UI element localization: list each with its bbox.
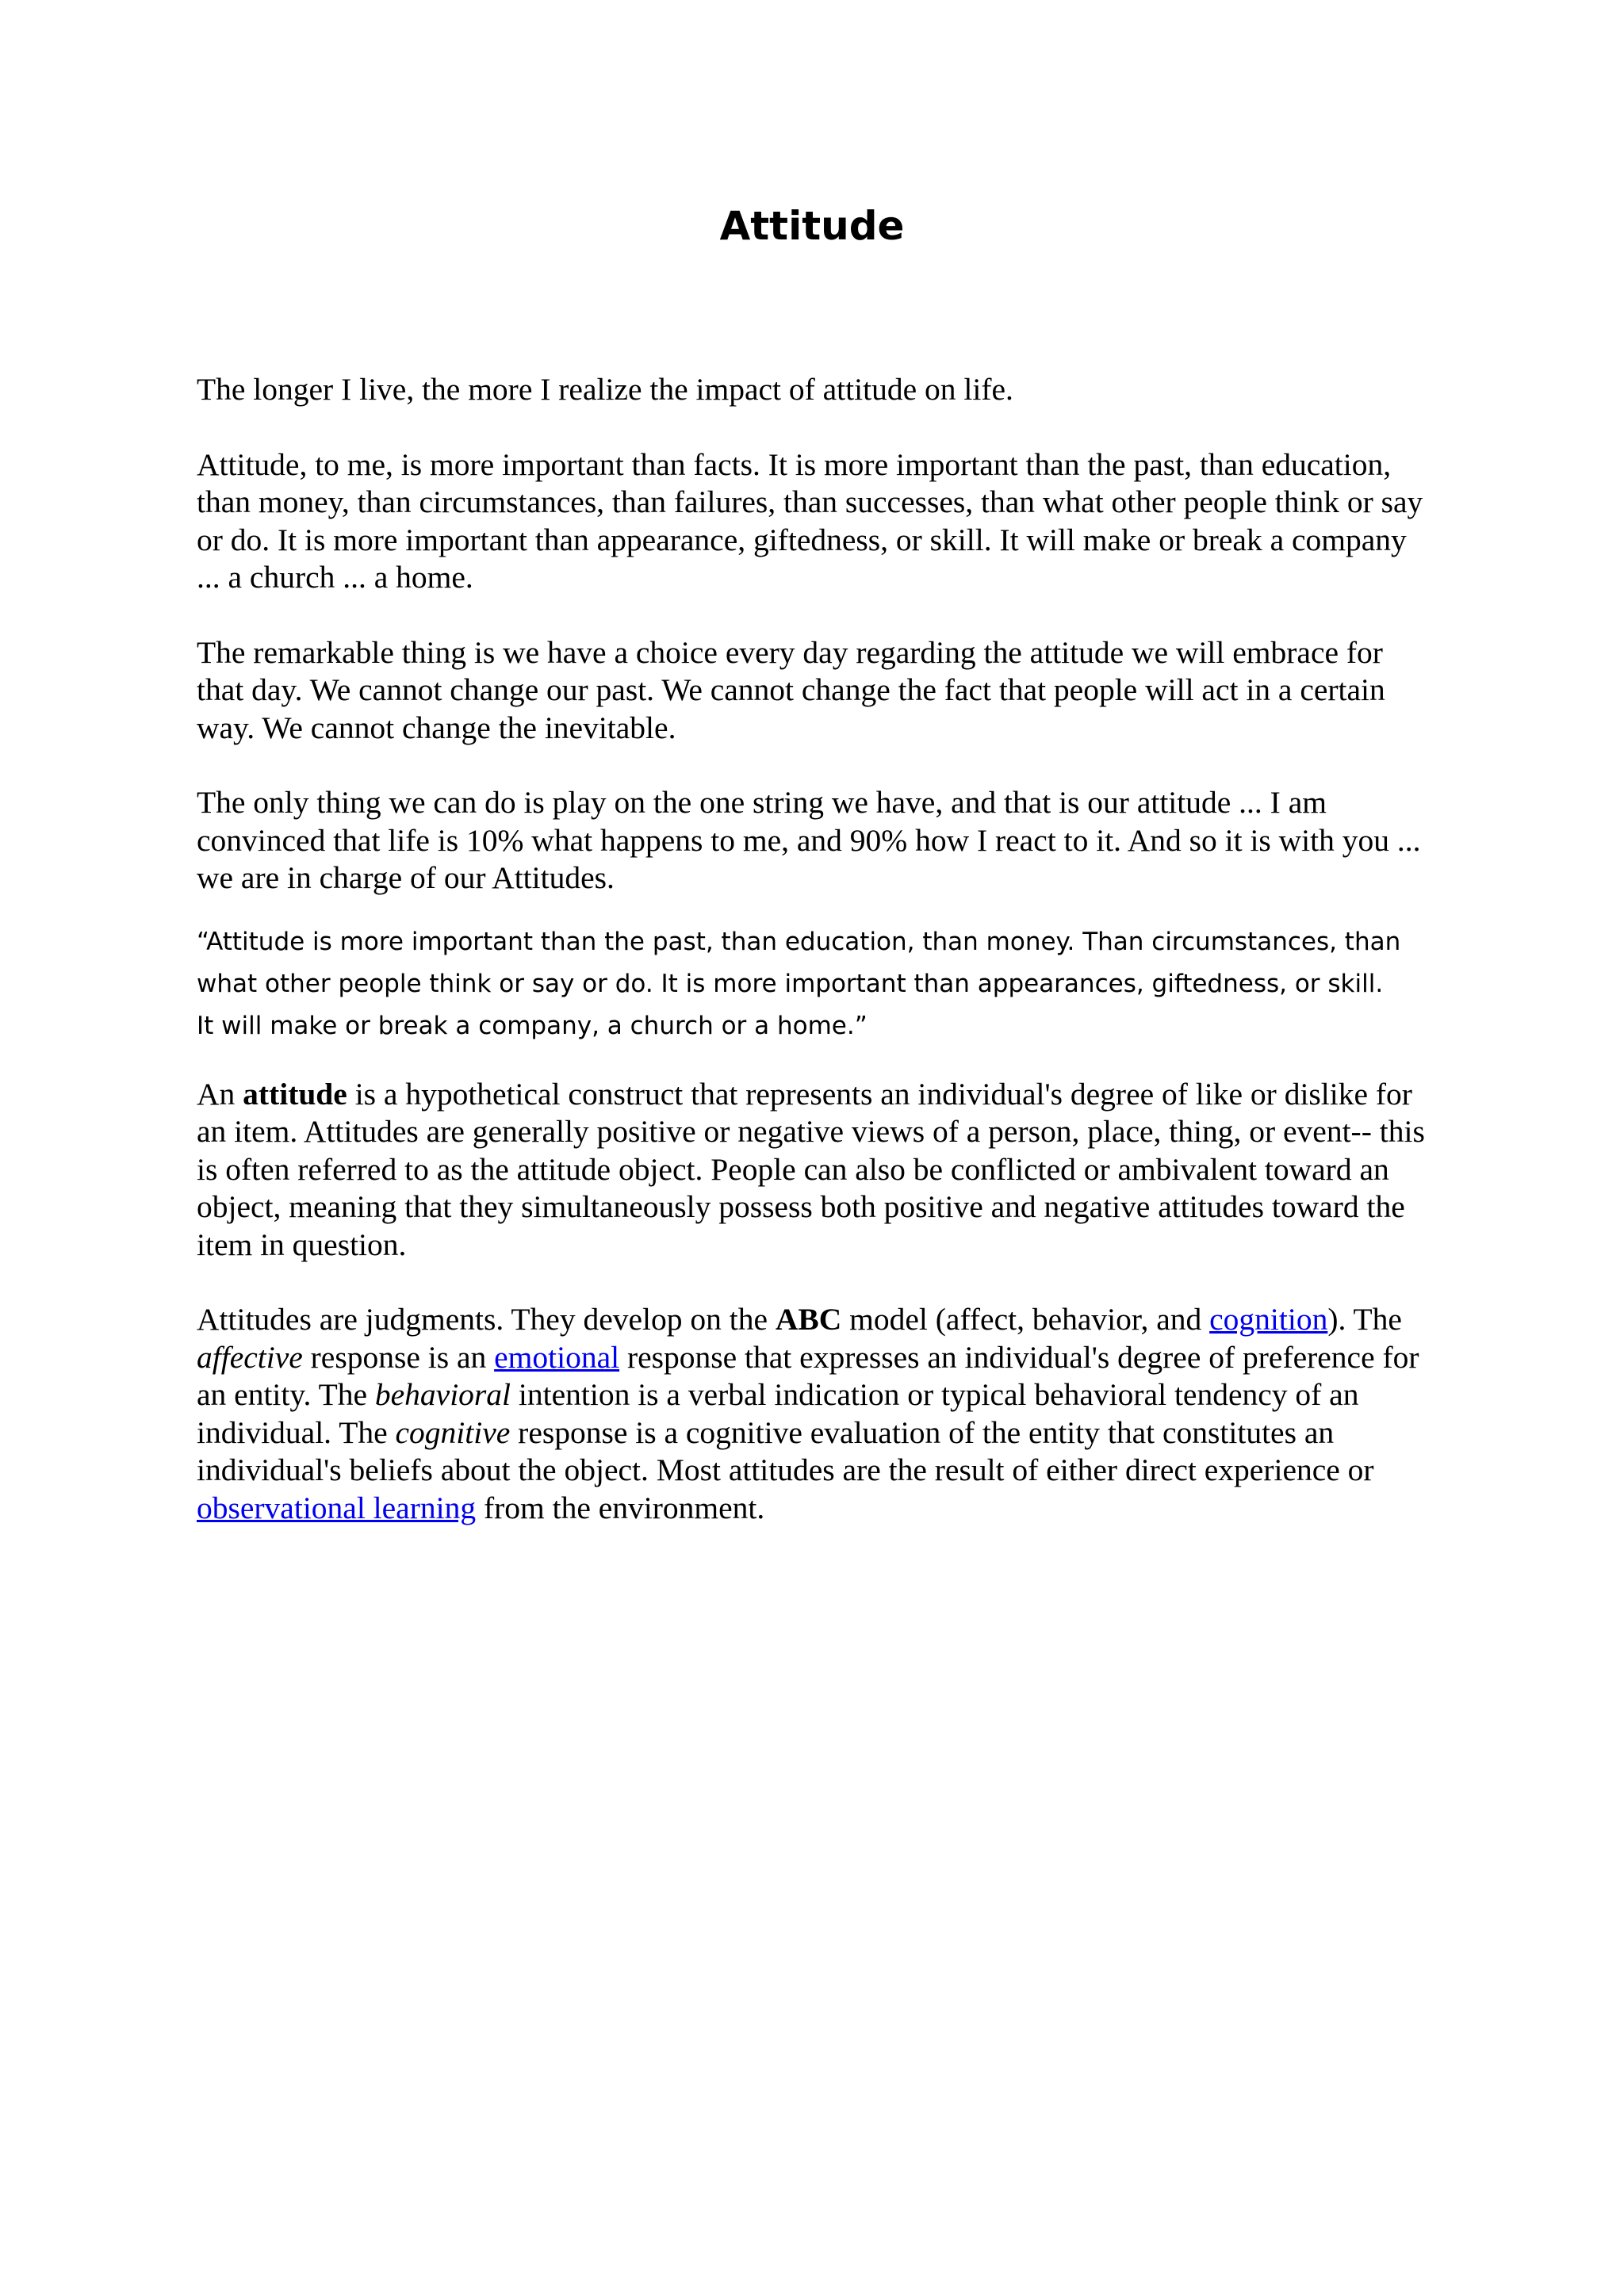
p6-italic-cognitive: cognitive (395, 1414, 511, 1450)
paragraph-1: The longer I live, the more I realize the impact of attitude on life. (197, 372, 1013, 407)
p6-bold-abc: ABC (775, 1302, 842, 1337)
p6-text-4: response is an (302, 1339, 495, 1375)
p6-text-3: ). The (1327, 1302, 1402, 1337)
p6-italic-behavioral: behavioral (374, 1377, 511, 1412)
link-emotional[interactable]: emotional (494, 1339, 620, 1375)
p6-text-6: intention is a verbal indication or typical behavioral tendency of an individual. The (197, 1377, 1359, 1450)
paragraph-2: Attitude, to me, is more important than facts. It is more important than the past, than education, than money, than circumstances, than failures, than successes, than what other people think or say or do. It is more important than appearance, giftedness, or skill. It will make or break a company ... a church ... a home. (197, 446, 1423, 595)
p5-bold-attitude: attitude (243, 1076, 347, 1112)
p5-text-1: An (197, 1076, 243, 1112)
p6-text-7: response is a cognitive evaluation of the entity that constitutes an individual's beliefs about the object. Most attitudes are the result of either direct experience or (197, 1414, 1374, 1487)
page-title: Attitude (719, 203, 905, 249)
link-cognition[interactable]: cognition (1209, 1302, 1328, 1337)
paragraph-5 (197, 1076, 1434, 1265)
paragraph-6 (197, 1301, 1434, 1527)
p5-text-2: is a hypothetical construct that represents an individual's degree of like or dislike for an item. Attitudes are generally positive or negative views of a person, place, thing, or event-- this is often referred to as the attitude object. People can also be conflicted or ambivalent toward an object, meaning that they simultaneously possess both positive and negative attitudes toward the item in question. (197, 1076, 1425, 1262)
p6-italic-affective: affective (197, 1339, 303, 1375)
p6-text-5: response that expresses an individual's degree of preference for an entity. The (197, 1339, 1419, 1412)
quote-block: “Attitude is more important than the past, than education, than money. Than circumstances, than what other people think or say or do. It is more important than appearances, giftedness, or skill. It will make or break a company, a church or a home.” (197, 927, 1401, 1040)
paragraph-4: The only thing we can do is play on the one string we have, and that is our attitude ... I am convinced that life is 10% what happens to me, and 90% how I react to it. And so it is with you ... we are in charge of our Attitudes. (197, 785, 1421, 895)
p6-text-2: model (affect, behavior, and (841, 1302, 1210, 1337)
paragraph-3: The remarkable thing is we have a choice every day regarding the attitude we will embrace for that day. We cannot change our past. We cannot change the fact that people will act in a certain way. We cannot change the inevitable. (197, 634, 1385, 745)
document-body (197, 371, 1434, 1564)
p6-text-8: from the environment. (476, 1490, 765, 1525)
link-observational-learning[interactable]: observational learning (197, 1490, 477, 1525)
p6-text-1: Attitudes are judgments. They develop on the (197, 1302, 776, 1337)
